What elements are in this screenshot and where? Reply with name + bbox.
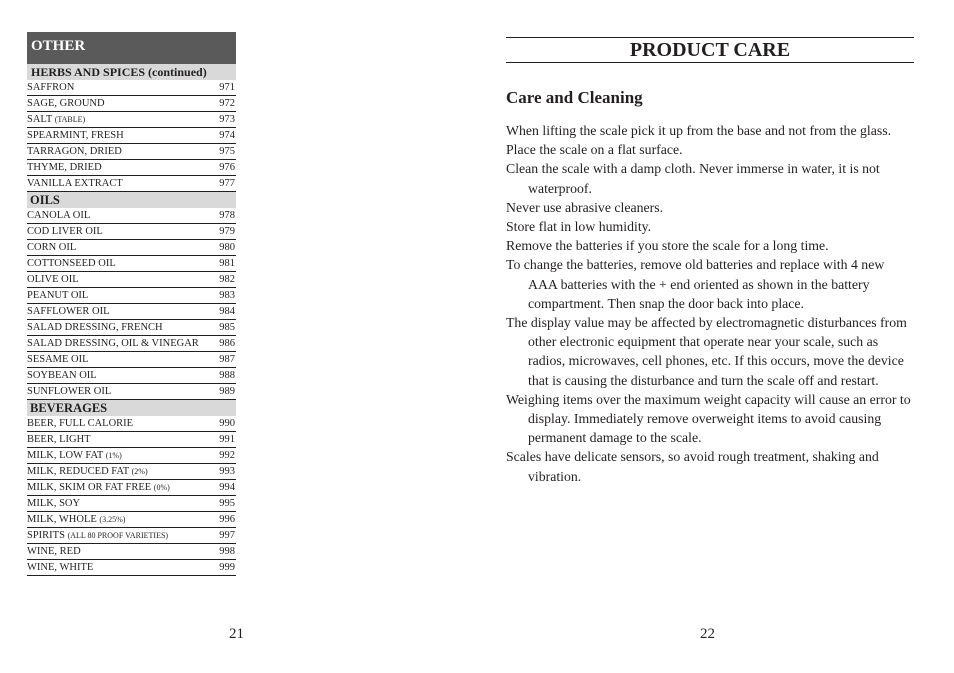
food-name: BEER, LIGHT (27, 434, 91, 445)
food-name-cell (27, 433, 91, 446)
food-row (27, 80, 236, 96)
food-row (27, 256, 236, 272)
food-note: (TABLE) (54, 115, 86, 124)
food-name-cell (27, 305, 110, 318)
food-code: 977 (219, 178, 235, 189)
food-name: MILK, SKIM OR FAT FREE (27, 482, 152, 493)
food-row (27, 272, 236, 288)
category-header: BEVERAGES (27, 400, 236, 416)
food-name: SALT (27, 114, 53, 125)
instruction-paragraph: Weighing items over the maximum weight capacity will cause an error to display. Immediately remove overweight items to avoid causing permanent damage to the scale. (506, 391, 911, 446)
food-code: 979 (219, 226, 235, 237)
food-name: MILK, REDUCED FAT (27, 466, 129, 477)
food-name: VANILLA EXTRACT (27, 178, 123, 189)
food-row (27, 544, 236, 560)
food-row (27, 528, 236, 544)
food-row (27, 560, 236, 576)
instruction-paragraph: Scales have delicate sensors, so avoid rough treatment, shaking and vibration. (506, 449, 879, 484)
instruction-paragraph: Never use abrasive cleaners. (506, 199, 664, 215)
food-name-cell (27, 465, 148, 478)
page-number-left: 21 (229, 626, 244, 642)
food-name-cell (27, 385, 111, 398)
food-note: (2%) (131, 467, 148, 476)
food-name: COD LIVER OIL (27, 226, 103, 237)
food-row (27, 304, 236, 320)
section-header-other: OTHER (27, 32, 236, 64)
food-row (27, 96, 236, 112)
category-header: HERBS AND SPICES (continued) (27, 64, 236, 80)
food-name: MILK, WHOLE (27, 514, 97, 525)
food-name-cell (27, 353, 89, 366)
food-row (27, 448, 236, 464)
food-note: (0%) (153, 483, 170, 492)
food-name-cell (27, 225, 103, 238)
food-name-cell (27, 177, 123, 190)
care-instructions (506, 121, 914, 486)
food-code-list (27, 64, 236, 576)
food-row (27, 112, 236, 128)
food-row (27, 144, 236, 160)
food-code: 989 (219, 386, 235, 397)
food-row (27, 320, 236, 336)
food-code: 984 (219, 306, 235, 317)
food-name-cell (27, 481, 170, 494)
food-name-cell (27, 545, 81, 558)
food-code: 999 (219, 562, 235, 573)
food-code: 978 (219, 210, 235, 221)
food-row (27, 384, 236, 400)
food-code: 992 (219, 450, 235, 461)
food-name-cell (27, 113, 85, 126)
food-name: CANOLA OIL (27, 210, 91, 221)
food-name: SALAD DRESSING, OIL & VINEGAR (27, 338, 199, 349)
food-name: WINE, WHITE (27, 562, 94, 573)
food-name-cell (27, 337, 199, 350)
food-name-cell (27, 145, 122, 158)
food-code: 982 (219, 274, 235, 285)
food-name-cell (27, 513, 125, 526)
food-code: 981 (219, 258, 235, 269)
food-name: MILK, SOY (27, 498, 81, 509)
food-name-cell (27, 417, 133, 430)
food-name: PEANUT OIL (27, 290, 89, 301)
section-heading: Care and Cleaning (506, 88, 643, 107)
food-code: 974 (219, 130, 235, 141)
food-name: SAGE, GROUND (27, 98, 105, 109)
food-name-cell (27, 449, 122, 462)
food-name: SUNFLOWER OIL (27, 386, 112, 397)
instruction-paragraph: Clean the scale with a damp cloth. Never immerse in water, it is not waterproof. (506, 161, 880, 196)
food-name: OLIVE OIL (27, 274, 79, 285)
food-row (27, 176, 236, 192)
food-code: 971 (219, 82, 235, 93)
food-code: 998 (219, 546, 235, 557)
page-title: PRODUCT CARE (506, 37, 914, 63)
food-code: 987 (219, 354, 235, 365)
food-row (27, 480, 236, 496)
food-code: 980 (219, 242, 235, 253)
page-number-right: 22 (700, 626, 715, 642)
category-header: OILS (27, 192, 236, 208)
food-name-cell (27, 161, 102, 174)
food-note: (ALL 80 PROOF VARIETIES) (67, 531, 169, 540)
food-name-cell (27, 241, 76, 254)
food-code: 993 (219, 466, 235, 477)
food-name-cell (27, 321, 163, 334)
food-name: SPIRITS (27, 530, 65, 541)
food-note: (3.25%) (99, 515, 126, 524)
food-row (27, 128, 236, 144)
instruction-paragraph: Remove the batteries if you store the scale for a long time. (506, 238, 829, 254)
food-name: SAFFRON (27, 82, 75, 93)
food-name-cell (27, 561, 93, 574)
food-row (27, 160, 236, 176)
food-name-cell (27, 81, 74, 94)
food-name: COTTONSEED OIL (27, 258, 116, 269)
food-row (27, 416, 236, 432)
instruction-paragraph: When lifting the scale pick it up from the base and not from the glass. (506, 123, 892, 138)
food-row (27, 368, 236, 384)
food-name: SPEARMINT, FRESH (27, 130, 124, 141)
food-code: 997 (219, 530, 235, 541)
food-code: 995 (219, 498, 235, 509)
instruction-paragraph: To change the batteries, remove old batteries and replace with 4 new AAA batteries with the + end oriented as shown in the battery compartment. Then snap the door back into place. (506, 257, 885, 311)
food-name-cell (27, 257, 116, 270)
food-row (27, 496, 236, 512)
food-code: 983 (219, 290, 235, 301)
instruction-paragraph: Store flat in low humidity. (506, 219, 652, 235)
food-code: 988 (219, 370, 235, 381)
food-name: SESAME OIL (27, 354, 89, 365)
food-name: THYME, DRIED (27, 162, 102, 173)
food-name: MILK, LOW FAT (27, 450, 104, 461)
food-code: 975 (219, 146, 235, 157)
food-name: SALAD DRESSING, FRENCH (27, 322, 163, 333)
food-code: 986 (219, 338, 235, 349)
instruction-paragraph: Place the scale on a flat surface. (506, 142, 683, 158)
food-code: 996 (219, 514, 235, 525)
food-row (27, 208, 236, 224)
food-row (27, 224, 236, 240)
food-row (27, 512, 236, 528)
food-code: 994 (219, 482, 235, 493)
food-name-cell (27, 369, 97, 382)
food-name-cell (27, 289, 88, 302)
food-name: SAFFLOWER OIL (27, 306, 110, 317)
food-code: 990 (219, 418, 235, 429)
food-code: 985 (219, 322, 235, 333)
food-name-cell (27, 97, 105, 110)
food-row (27, 288, 236, 304)
food-name-cell (27, 129, 124, 142)
food-code: 973 (219, 114, 235, 125)
food-row (27, 464, 236, 480)
food-name: WINE, RED (27, 546, 81, 557)
food-code: 991 (219, 434, 235, 445)
food-row (27, 352, 236, 368)
food-row (27, 336, 236, 352)
food-name-cell (27, 209, 90, 222)
food-row (27, 240, 236, 256)
food-name-cell (27, 497, 80, 510)
food-name: BEER, FULL CALORIE (27, 418, 134, 429)
food-row (27, 432, 236, 448)
food-name: TARRAGON, DRIED (27, 146, 122, 157)
instruction-paragraph: The display value may be affected by electromagnetic disturbances from other electronic equipment that operate near your scale, such as radios, microwaves, cell phones, etc. If this occurs, move the device that is causing the disturbance and turn the scale off and restart. (506, 315, 907, 388)
food-code: 976 (219, 162, 235, 173)
food-name: SOYBEAN OIL (27, 370, 97, 381)
food-name-cell (27, 273, 79, 286)
food-note: (1%) (105, 451, 122, 460)
food-name: CORN OIL (27, 242, 77, 253)
left-page (27, 32, 236, 576)
food-code: 972 (219, 98, 235, 109)
right-page (506, 37, 914, 486)
food-name-cell (27, 529, 168, 542)
